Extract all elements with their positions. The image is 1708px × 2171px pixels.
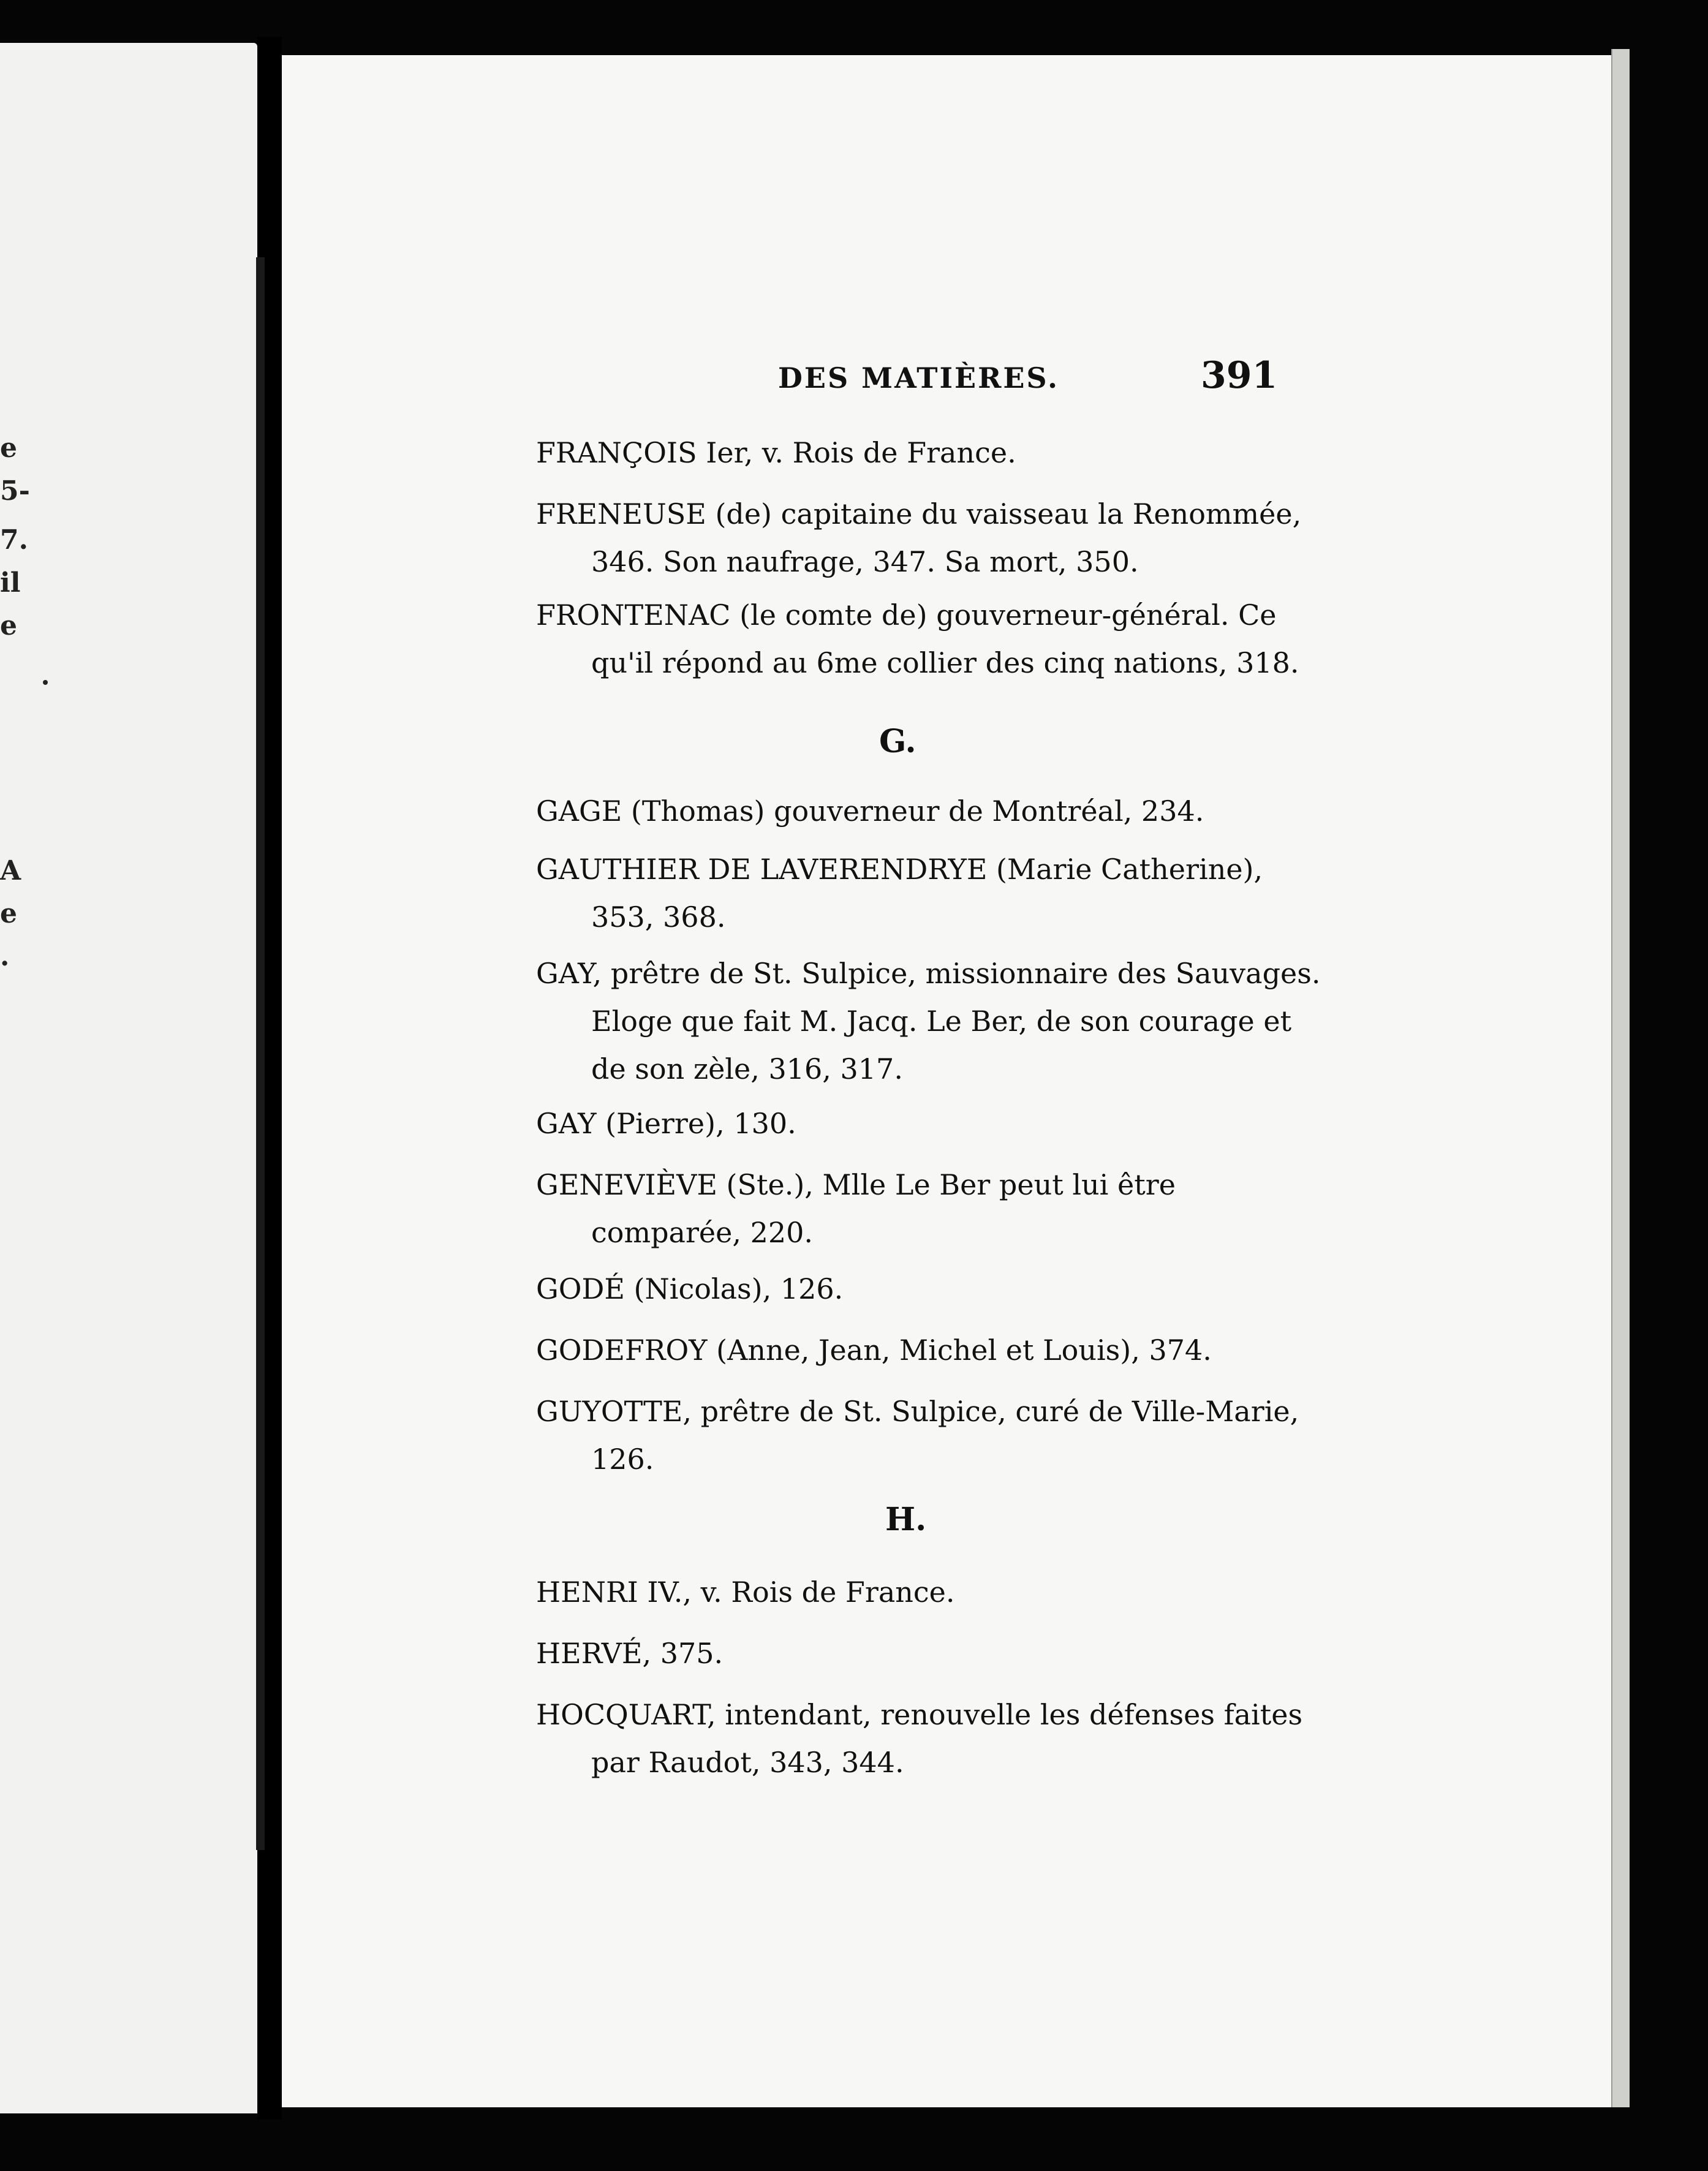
spine-strip bbox=[256, 257, 265, 1850]
index-entry: GODÉ (Nicolas), 126. bbox=[536, 1272, 844, 1305]
index-entry: GAGE (Thomas) gouverneur de Montréal, 234. bbox=[536, 795, 1204, 828]
index-entry: FRENEUSE (de) capitaine du vaisseau la Renommée, 346. Son naufrage, 347. Sa mort, 350. bbox=[536, 497, 1302, 578]
page-edge bbox=[1611, 49, 1630, 2107]
index-entry: GUYOTTE, prêtre de St. Sulpice, curé de Ville-Marie, 126. bbox=[536, 1395, 1299, 1476]
index-entry: HERVÉ, 375. bbox=[536, 1637, 724, 1670]
left-page-fragment: e bbox=[0, 898, 17, 929]
index-entry: GENEVIÈVE (Ste.), Mlle Le Ber peut lui être comparée, 220. bbox=[536, 1168, 1176, 1249]
left-page-fragment: . bbox=[0, 941, 10, 972]
left-page-fragment: 7. bbox=[0, 524, 28, 556]
index-entry: FRONTENAC (le comte de) gouverneur-général. Ce qu'il répond au 6me collier des cinq nations, 318. bbox=[536, 598, 1299, 679]
page-number: 391 bbox=[1201, 354, 1278, 397]
left-page-fragment: 5- bbox=[0, 475, 30, 507]
ink-dot bbox=[43, 680, 48, 685]
index-entry: GAY (Pierre), 130. bbox=[536, 1107, 796, 1140]
running-title: DES MATIÈRES. bbox=[778, 361, 1059, 395]
left-page-fragment: e bbox=[0, 432, 17, 464]
left-page-fragment: e bbox=[0, 610, 17, 641]
index-entry: GODEFROY (Anne, Jean, Michel et Louis), 374. bbox=[536, 1334, 1212, 1367]
index-entry: HOCQUART, intendant, renouvelle les défenses faites par Raudot, 343, 344. bbox=[536, 1698, 1303, 1779]
index-entry: GAUTHIER DE LAVERENDRYE (Marie Catherine), 353, 368. bbox=[536, 853, 1263, 934]
section-letter: G. bbox=[879, 723, 916, 760]
index-entry: HENRI IV., v. Rois de France. bbox=[536, 1576, 955, 1609]
index-entry: GAY, prêtre de St. Sulpice, missionnaire des Sauvages. Eloge que fait M. Jacq. Le Ber, de son courage et de son zèle, 316, 317. bbox=[536, 957, 1321, 1086]
section-letter: H. bbox=[885, 1501, 927, 1538]
left-page-fragment: il bbox=[0, 567, 21, 598]
left-page bbox=[0, 43, 257, 2113]
index-entry: FRANÇOIS Ier, v. Rois de France. bbox=[536, 436, 1016, 469]
left-page-fragment: A bbox=[0, 855, 21, 886]
